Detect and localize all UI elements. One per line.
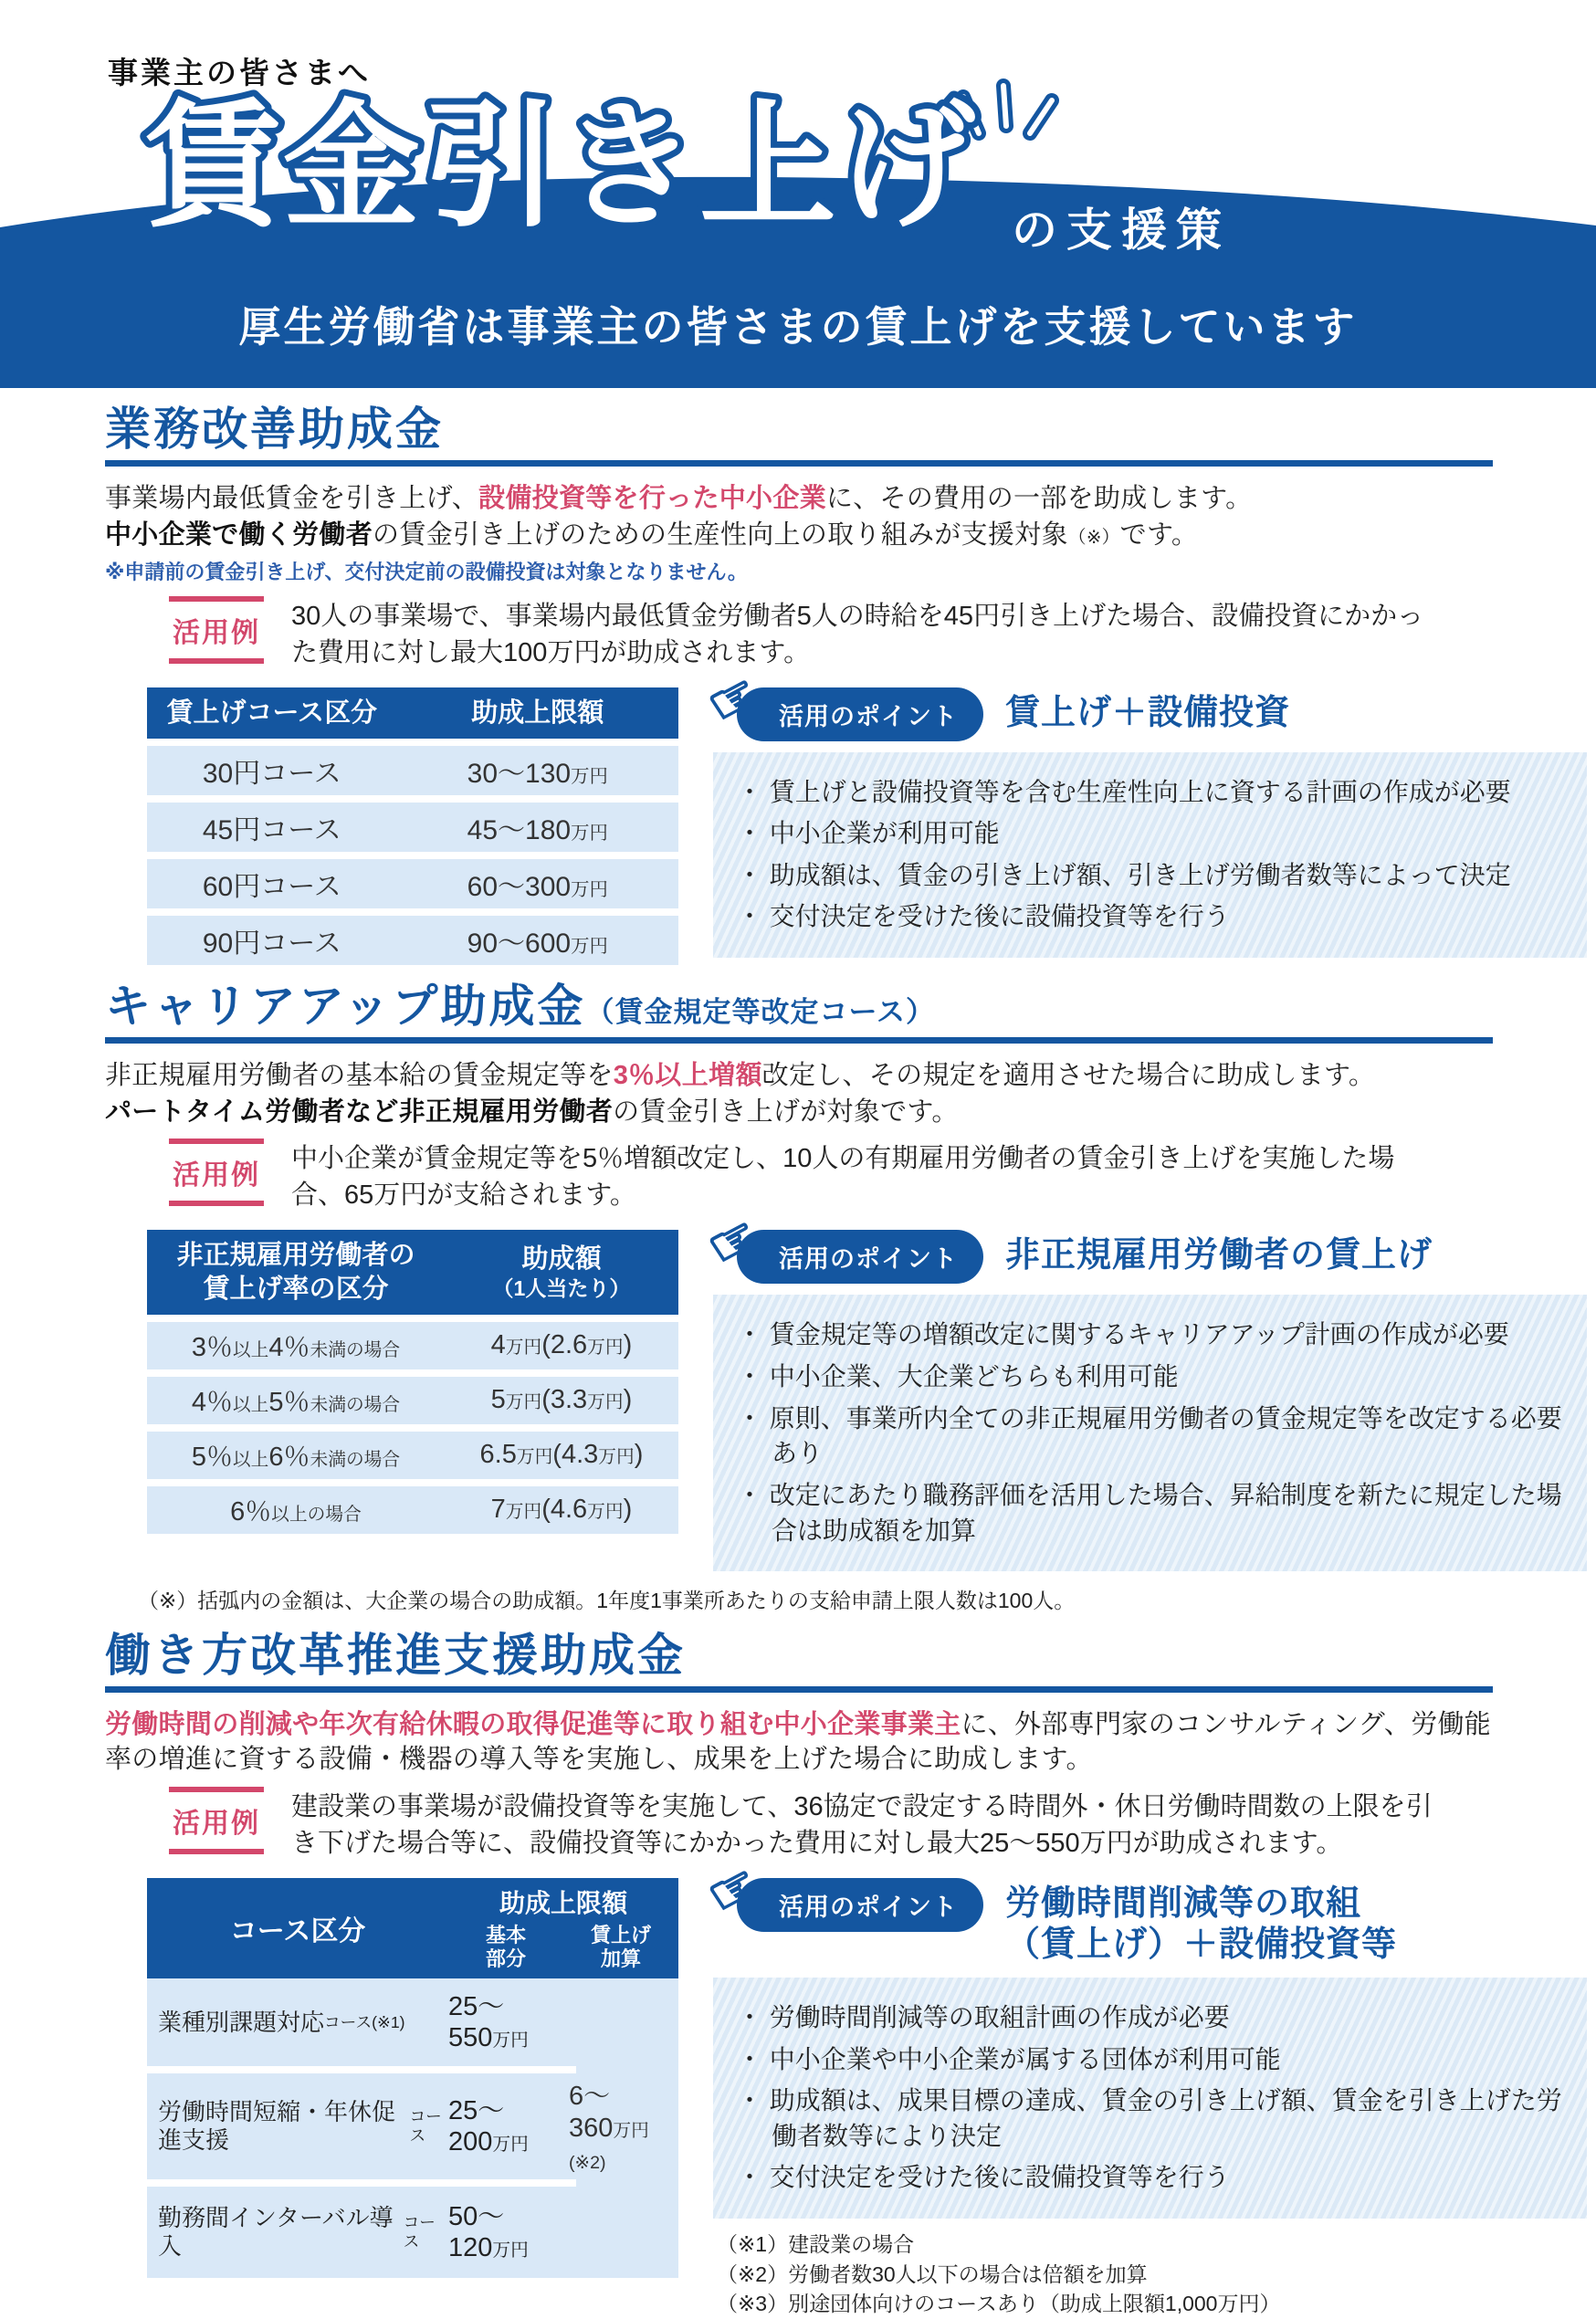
category-cell: 6％以上の場合 — [230, 1497, 362, 1527]
section-title — [105, 1631, 1587, 1681]
amount-cell: 90～600万円 — [467, 928, 608, 959]
subsidy-table — [147, 1230, 678, 1571]
points-column — [698, 1203, 1587, 1571]
basic-amount-cell: 25～ 200万円 — [448, 2095, 529, 2157]
section-title — [105, 404, 1587, 455]
point-pill — [698, 660, 983, 741]
section-intro: 非正規雇用労働者の基本給の賃金規定等を3％以上増額改定し、その規定を適用させた場合に助成します。 パートタイム労働者など非正規雇用労働者の賃金引き上げが対象です。 — [105, 1060, 1376, 1128]
section-title-note: （賃金規定等改定コース） — [585, 995, 935, 1028]
section-columns — [105, 1852, 1587, 2319]
title-underline — [105, 1686, 1493, 1693]
subheader-raise: 賃上げ 加算 — [590, 1923, 651, 1971]
table-header-amount: 助成額 （1人当たり） — [492, 1244, 631, 1301]
section-columns — [105, 1203, 1587, 1571]
points-box — [713, 752, 1587, 959]
table-header — [147, 1230, 678, 1315]
point-pill — [698, 1852, 983, 1932]
table-row — [147, 859, 678, 908]
page-content — [0, 404, 1596, 2319]
title-underline — [105, 1037, 1493, 1044]
audience-label: 事業主の皆さまへ — [108, 56, 371, 89]
section-title — [105, 981, 1587, 1032]
section-title-text: 業務改善助成金 — [105, 404, 444, 455]
basic-amount-cell: 50～ 120万円 — [448, 2201, 529, 2263]
table-body — [147, 1978, 678, 2278]
main-title-text: 賃金引き上げ — [144, 89, 978, 243]
point-header — [698, 660, 1587, 741]
table-header-category: 非正規雇用労働者の 賃上げ率の区分 — [176, 1241, 415, 1304]
section-gyomu-kaizen — [105, 404, 1587, 965]
usage-example — [169, 1139, 1587, 1213]
amount-cell: 4万円(2.6万円) — [490, 1330, 633, 1360]
table-row — [147, 1377, 678, 1424]
section-career-up — [105, 981, 1587, 1614]
table-row — [147, 1432, 678, 1479]
usage-example — [169, 596, 1587, 671]
table-header-amount: 助成上限額 — [471, 698, 604, 728]
points-column — [698, 1852, 1587, 2319]
footnote-list: （※1）建設業の場合 （※2）労働者数30人以下の場合は倍額を加算 （※3）別途団体向けのコースあり（助成上限額1,000万円） — [717, 2232, 1281, 2316]
course-cell: 労働時間短縮・年休促進支援 コース — [158, 2098, 442, 2155]
points-list: ・ 労働時間削減等の取組計画の作成が必要 ・ 中小企業や中小企業が属する団体が利用可能 ・ 助成額は、成果目標の達成、賃金の引き上げ額、賃金を引き上げた労働者数等により決定 ・ 交付決定を受けた後に設備投資等を行う — [737, 2000, 1563, 2196]
table-row — [147, 1486, 678, 1534]
point-pill-label: 活用のポイント — [779, 1893, 958, 1921]
section-intro: 事業場内最低賃金を引き上げ、設備投資等を行った中小企業に、その費用の一部を助成します。 中小企業で働く労働者の賃金引き上げのための生産性向上の取り組みが支援対象（※）です。 — [105, 484, 1253, 551]
amount-cell: 5万円(3.3万円) — [490, 1385, 633, 1415]
course-cell: 90円コース — [202, 928, 341, 959]
category-cell: 4％以上5％未満の場合 — [191, 1388, 401, 1418]
section-title-text: 働き方改革推進支援助成金 — [105, 1630, 686, 1682]
section-hatarakikata — [105, 1631, 1587, 2319]
pointing-hand-icon: ☞ — [698, 1852, 769, 1927]
raise-addition-merged-cell: 6～ 360万円 (※2) — [569, 2082, 649, 2173]
amount-cell: 45～180万円 — [467, 814, 608, 845]
example-text: 30人の事業場で、事業場内最低賃金労働者5人の時給を45円引き上げた場合、設備投資にかかった費用に対し最大100万円が助成されます。 — [291, 601, 1424, 667]
course-cell: 45円コース — [202, 814, 341, 845]
example-label: 活用例 — [169, 596, 264, 664]
table-row — [147, 803, 678, 852]
section-footnotes — [717, 2230, 1587, 2319]
points-box — [713, 1295, 1587, 1571]
category-cell: 3％以上4％未満の場合 — [191, 1333, 401, 1363]
table-header-amount-group — [448, 1878, 678, 1979]
point-pill-label: 活用のポイント — [779, 1245, 958, 1274]
table-row — [147, 916, 678, 965]
point-header — [698, 1203, 1587, 1284]
table-header-course: コース区分 — [229, 1916, 366, 1947]
course-cell: 60円コース — [202, 871, 341, 902]
point-pill — [698, 1203, 983, 1284]
example-text: 建設業の事業場が設備投資等を実施して、36協定で設定する時間外・休日労働時間数の上限を引き下げた場合等に、設備投資等にかかった費用に対し最大25～550万円が助成されます。 — [291, 1791, 1433, 1858]
point-header — [698, 1852, 1587, 1967]
example-label: 活用例 — [169, 1787, 264, 1854]
category-cell: 5％以上6％未満の場合 — [191, 1443, 401, 1473]
table-row — [147, 746, 678, 795]
table-header — [147, 687, 678, 739]
points-list: ・ 賃金規定等の増額改定に関するキャリアアップ計画の作成が必要 ・ 中小企業、大企業どちらも利用可能 ・ 原則、事業所内全ての非正規雇用労働者の賃金規定等を改定する必要あり ・ 改定にあたり職務評価を活用した場合、昇給制度を新たに規定した場合は助成額を加算 — [737, 1317, 1563, 1548]
points-list: ・ 賃上げと設備投資等を含む生産性向上に資する計画の作成が必要 ・ 中小企業が利用可能 ・ 助成額は、賃金の引き上げ額、引き上げ労働者数等によって決定 ・ 交付決定を受けた後に設備投資等を行う — [737, 775, 1563, 936]
point-pill-label: 活用のポイント — [779, 702, 958, 730]
point-title: 労働時間削減等の取組 （賃上げ）＋設備投資等 — [1005, 1884, 1398, 1965]
point-title: 非正規雇用労働者の賃上げ — [1005, 1236, 1433, 1275]
basic-amount-cell: 25～ 550万円 — [448, 1991, 529, 2053]
subheader-basic: 基本 部分 — [485, 1923, 526, 1971]
amount-cell: 30～130万円 — [467, 758, 608, 789]
table-footnote: （※）括弧内の金額は、大企業の場合の助成額。1年度1事業所あたりの支給申請上限人数は100人。 — [138, 1589, 1076, 1613]
row-separator — [147, 2179, 576, 2187]
course-cell: 業種別課題対応 コース (※1) — [158, 2008, 405, 2036]
table-subheaders — [448, 1924, 678, 1972]
amount-cell: 60～300万円 — [467, 871, 608, 902]
amount-cell: 6.5万円(4.3万円) — [479, 1440, 644, 1470]
points-column — [698, 660, 1587, 965]
section-intro: 労働時間の削減や年次有給休暇の取得促進等に取り組む中小企業事業主に、外部専門家のコンサルティング、労働能率の増進に資する設備・機器の導入等を実施し、成果を上げた場合に助成します。 — [105, 1710, 1492, 1775]
table-header — [147, 1878, 678, 1979]
amount-cell: 7万円(4.6万円) — [490, 1495, 633, 1525]
table-row — [147, 1322, 678, 1369]
point-title: 賃上げ＋設備投資 — [1005, 693, 1291, 732]
subsidy-table — [147, 687, 678, 965]
usage-example — [169, 1787, 1587, 1862]
course-cell: 30円コース — [202, 758, 341, 789]
main-title — [137, 66, 1087, 257]
row-separator — [147, 2066, 576, 2073]
main-title-suffix: の支援策 — [1012, 205, 1231, 256]
table-header-course: 賃上げコース区分 — [166, 698, 378, 728]
example-text: 中小企業が賃金規定等を5％増額改定し、10人の有期雇用労働者の賃金引き上げを実施した場合、65万円が支給されます。 — [291, 1144, 1395, 1211]
title-underline — [105, 460, 1493, 467]
section-columns — [105, 660, 1587, 965]
section-note: ※申請前の賃金引き上げ、交付決定前の設備投資は対象となりません。 — [105, 560, 748, 583]
pointing-hand-icon: ☞ — [698, 1203, 769, 1280]
section-title-text: キャリアアップ助成金 — [105, 980, 586, 1032]
points-box — [713, 1978, 1587, 2219]
hero-banner — [0, 0, 1596, 388]
subsidy-table-courses — [147, 1878, 678, 2319]
pointing-hand-icon: ☞ — [698, 660, 769, 737]
example-label: 活用例 — [169, 1139, 264, 1206]
table-header-amount: 助成上限額 — [499, 1888, 627, 1917]
course-cell: 勤務間インターバル導入 コース — [158, 2204, 436, 2261]
banner-subtitle: 厚生労働省は事業主の皆さまの賃上げを支援しています — [238, 303, 1358, 351]
